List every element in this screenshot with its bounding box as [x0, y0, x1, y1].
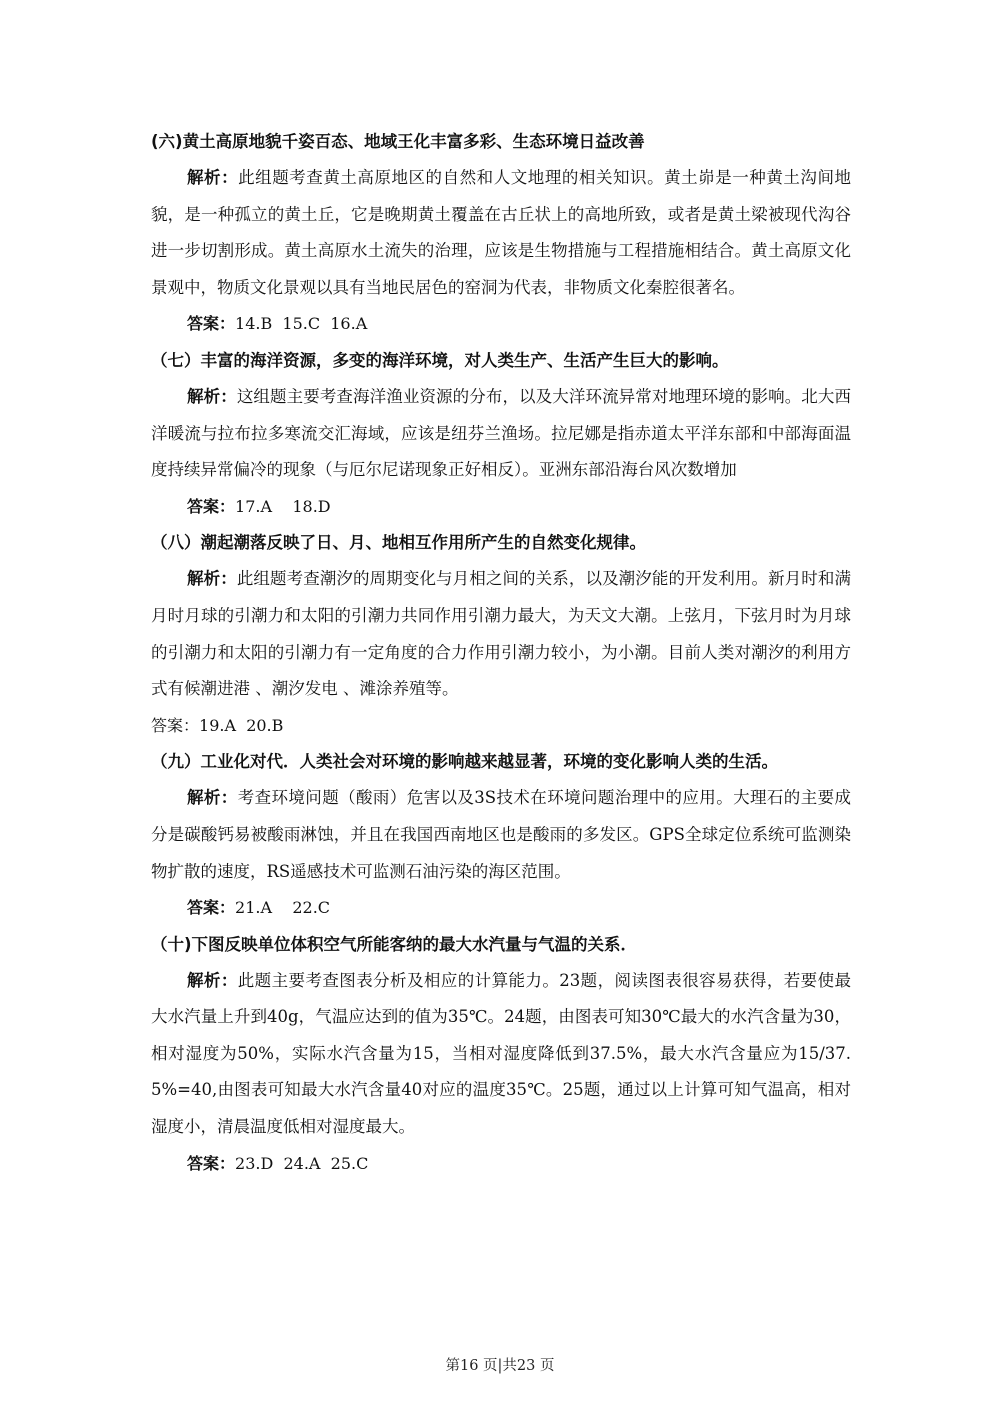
analysis-label: 解析： [187, 168, 239, 187]
analysis-label: 解析： [187, 569, 237, 589]
section-10 [151, 927, 851, 1183]
analysis-text: 考查环境问题（酸雨）危害以及3S技术在环境问题治理中的应用。大理石的主要成分是碳酸钙易被酸雨淋蚀，并且在我国西南地区也是酸雨的多发区。GPS全球定位系统可监测染物扩散的速度，RS遥感技术可监测石油污染的海区范围。 [151, 788, 851, 881]
section-heading: (六)黄土高原地貌千姿百态、地域王化丰富多彩、生态环境日益改善 [151, 132, 645, 151]
section-6 [151, 124, 851, 343]
analysis-label: 解析： [187, 386, 237, 406]
answer-text: 17.A 18.D [235, 496, 331, 516]
page-footer: 第16 页|共23 页 [445, 1358, 555, 1374]
answer-line [151, 1146, 851, 1183]
answer-label: 答案： [187, 1153, 236, 1173]
answer-label: 答案： [151, 715, 200, 735]
answer-text: 19.A 20.B [199, 715, 284, 735]
section-heading: （十)下图反映单位体积空气所能客纳的最大水汽量与气温的关系． [151, 934, 638, 954]
analysis-text: 此组题考查潮汐的周期变化与月相之间的关系，以及潮汐能的开发利用。新月时和满月时月球的引潮力和太阳的引潮力共同作用引潮力最大，为天文大潮。上弦月，下弦月时为月球的引潮力和太阳的引潮力有一定角度的合力作用引潮力较小，为小潮。目前人类对潮汐的利用方式有候潮进港 、潮汐发电 、滩涂养殖等。 [151, 569, 852, 699]
answer-label: 答案： [187, 898, 236, 918]
analysis-label: 解析： [187, 788, 238, 808]
analysis-text: 这组题主要考查海洋渔业资源的分布，以及大洋环流异常对地理环境的影响。北大西洋暖流与拉布拉多寒流交汇海域，应该是纽芬兰渔场。拉尼娜是指赤道太平洋东部和中部海面温度持续异常偏冷的现象（与厄尔尼诺现象正好相反）。亚洲东部沿海台风次数增加 [151, 386, 852, 480]
section-heading: （八）潮起潮落反映了日、月、地相互作用所产生的自然变化规律。 [151, 533, 646, 553]
analysis-label: 解析： [187, 970, 238, 990]
section-8 [151, 525, 851, 744]
answer-label: 答案： [187, 496, 236, 516]
analysis-text: 此题主要考查图表分析及相应的计算能力。23题，阅读图表很容易获得，若要使最大水汽量上升到40g，气温应达到的值为35℃。24题，由图表可知30℃最大的水汽含量为30，相对湿度为50%，实际水汽含量为15，当相对湿度降低到37.5%，最大水汽含量应为15/37.5%=40,由图表可知最大水汽含量40对应的温度35℃。25题，通过以上计算可知气温高，相对湿度小，清晨温度低相对湿度最大。 [151, 970, 851, 1137]
answer-text: 21.A 22.C [235, 898, 331, 918]
answer-line [151, 708, 851, 745]
analysis-text: 此组题考查黄土高原地区的自然和人文地理的相关知识。黄土峁是一种黄土沟间地貌，是一种孤立的黄土丘，它是晚期黄土覆盖在古丘状上的高地所致，或者是黄土梁被现代沟谷进一步切割形成。黄土高原水土流失的治理，应该是生物措施与工程措施相结合。黄土高原文化景观中，物质文化景观以具有当地民居色的窑洞为代表，非物质文化秦腔很著名。 [151, 168, 852, 297]
analysis-paragraph [151, 561, 851, 707]
answer-text: 14.B 15.C 16.A [235, 314, 368, 334]
answer-line [151, 306, 851, 343]
analysis-paragraph [151, 963, 851, 1146]
section-9 [151, 744, 851, 926]
document-page [151, 124, 851, 1182]
analysis-paragraph [151, 160, 851, 306]
analysis-paragraph [151, 780, 851, 890]
answer-text: 23.D 24.A 25.C [235, 1153, 369, 1173]
answer-line [151, 890, 851, 927]
section-heading: （九）工业化对代．人类社会对环境的影响越来越显著，环境的变化影响人类的生活。 [151, 752, 778, 772]
answer-line [151, 489, 851, 526]
section-7 [151, 343, 851, 525]
analysis-paragraph [151, 379, 851, 489]
answer-label: 答案： [187, 314, 236, 334]
section-heading: （七）丰富的海洋资源，多变的海洋环境，对人类生产、生活产生巨大的影响。 [151, 350, 729, 370]
